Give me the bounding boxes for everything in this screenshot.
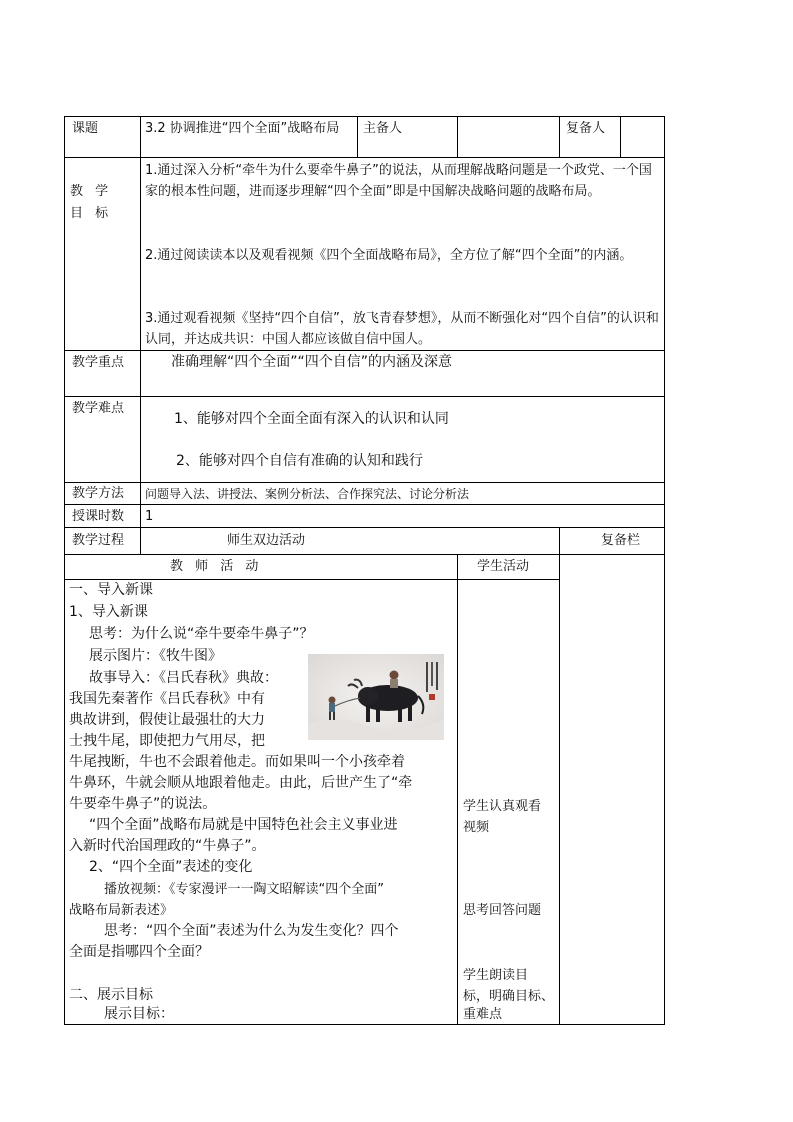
question-text: 思考：为什么说“牵牛要牵牛鼻子”？ <box>89 626 314 642</box>
table-line <box>64 157 665 158</box>
table-line <box>64 482 665 483</box>
table-line <box>64 527 665 528</box>
section-title: 二、展示目标 <box>69 987 153 1003</box>
story-line: 牛要牵牛鼻子”的说法。 <box>69 796 217 812</box>
table-line <box>64 396 665 397</box>
table-line <box>559 116 560 158</box>
objectives-label: 教 学 目 标 <box>70 184 113 221</box>
student-activity-text: 思考回答问题 <box>463 903 542 918</box>
student-activity-text: 学生朗读目 <box>463 968 529 983</box>
table-line <box>457 116 458 158</box>
activity-header: 师生双边活动 <box>227 533 306 548</box>
section-title: 一、导入新课 <box>69 582 153 598</box>
methods-value: 问题导入法、讲授法、案例分析法、合作探究法、讨论分析法 <box>145 487 470 501</box>
process-label: 教学过程 <box>72 533 125 548</box>
table-line <box>664 116 665 1025</box>
key-points-value: 准确理解“四个全面”“四个自信”的内涵及深意 <box>171 354 453 370</box>
table-line <box>64 116 65 1025</box>
co-preparer-label: 复备人 <box>566 121 606 136</box>
table-line <box>559 527 560 1025</box>
story-line: 士拽牛尾，即使把力气用尽，把 <box>69 733 265 749</box>
student-activity-text: 标，明确目标、 <box>463 989 555 1004</box>
topic-label: 课题 <box>72 121 99 136</box>
hours-value: 1 <box>145 509 154 524</box>
item-title: 1、导入新课 <box>69 604 148 620</box>
review-header: 复备栏 <box>601 533 641 548</box>
main-preparer-label: 主备人 <box>363 121 403 136</box>
show-goals-text: 展示目标： <box>104 1006 174 1022</box>
objective-2: 2.通过阅读读本以及观看视频《四个全面战略布局》，全方位了解“四个全面”的内涵。 <box>145 248 633 263</box>
paragraph-line: 入新时代治国理政的“牛鼻子”。 <box>69 838 266 854</box>
herding-ox-painting <box>308 654 444 740</box>
difficulty-2: 2、能够对四个自信有准确的认知和践行 <box>176 453 423 469</box>
table-line <box>64 554 665 555</box>
table-line <box>357 116 358 158</box>
topic-value: 3.2 协调推进“四个全面”战略布局 <box>145 121 340 136</box>
video-line: 播放视频：《专家漫评一一陶文昭解读“四个全面” <box>104 882 384 897</box>
story-line: 牛尾拽断，牛也不会跟着他走。而如果叫一个小孩牵着 <box>69 754 405 770</box>
hours-label: 授课时数 <box>72 509 125 524</box>
table-line <box>620 116 621 158</box>
show-image-text: 展示图片：《牧牛图》 <box>89 648 222 664</box>
difficulty-1: 1、能够对四个全面全面有深入的认识和认同 <box>174 411 449 427</box>
objective-3: 3.通过观看视频《坚持“四个自信”，放飞青春梦想》，从而不断强化对“四个自信”的认识和认同，并达成共识：中国人都应该做自信中国人。 <box>145 311 659 347</box>
question-text: 思考：“四个全面”表述为什么为发生变化？四个 <box>104 923 399 939</box>
table-line <box>64 350 665 351</box>
student-activity-text: 视频 <box>463 820 490 835</box>
item-title: 2、“四个全面”表述的变化 <box>89 859 253 875</box>
table-line <box>140 116 141 555</box>
objective-1: 1.通过深入分析“牵牛为什么要牵牛鼻子”的说法，从而理解战略问题是一个政党、一个国家的根本性问题，进而逐步理解“四个全面”即是中国解决战略问题的战略布局。 <box>145 163 652 199</box>
video-line: 战略布局新表述》 <box>69 903 174 918</box>
difficulties-label: 教学难点 <box>72 401 125 416</box>
student-activity-text: 重难点 <box>463 1007 503 1022</box>
student-activity-header: 学生活动 <box>477 559 530 574</box>
story-line: 牛鼻环，牛就会顺从地跟着他走。由此，后世产生了“牵 <box>69 775 413 791</box>
story-line: 我国先秦著作《吕氏春秋》中有 <box>69 691 265 707</box>
key-points-label: 教学重点 <box>72 355 125 370</box>
student-activity-text: 学生认真观看 <box>463 799 542 814</box>
table-line <box>457 554 458 1025</box>
teacher-activity-header: 教 师 活 动 <box>170 559 263 574</box>
methods-label: 教学方法 <box>72 486 125 501</box>
story-intro: 故事导入：《吕氏春秋》典故： <box>89 670 278 686</box>
table-line <box>64 116 665 117</box>
paragraph-line: “四个全面”战略布局就是中国特色社会主义事业进 <box>89 817 398 833</box>
story-line: 典故讲到，假使让最强壮的大力 <box>69 712 265 728</box>
question-text: 全面是指哪四个全面？ <box>69 944 209 960</box>
